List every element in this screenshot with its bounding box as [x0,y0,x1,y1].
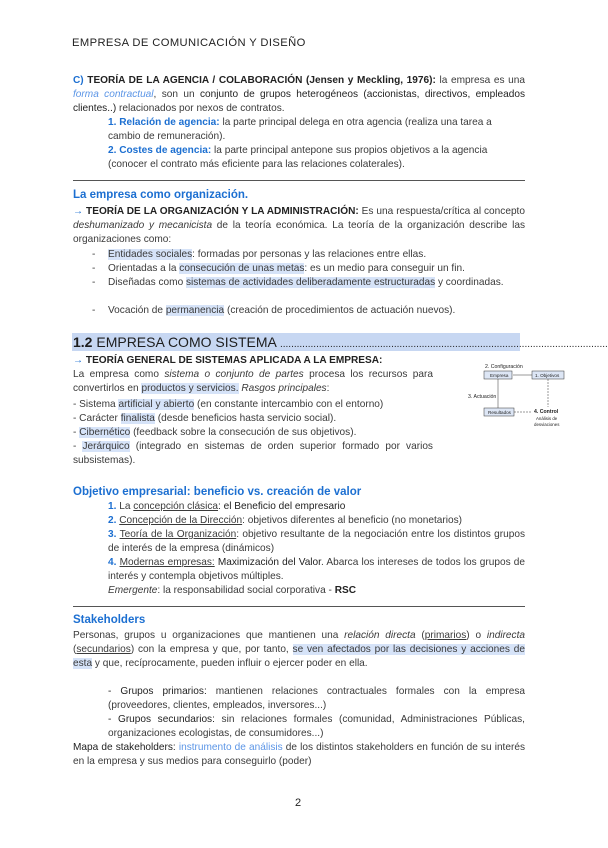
text: Diseñadas como [108,277,184,288]
text: Emergente [108,585,158,596]
text: y que, recíprocamente, pueden influir o ejercer poder en ella. [94,658,368,669]
diagram-label-analisis: Análisis de [536,416,558,421]
objective-item-1 [108,500,525,514]
agency-letter: C) [73,75,84,86]
item-label: 1. Relación de agencia: [108,117,220,128]
page-header: EMPRESA DE COMUNICACIÓN Y DISEÑO [72,37,306,49]
diagram-label-empresa: Empresa [490,373,509,378]
system-trait-4 [73,440,433,468]
text: relacionados por nexos de contratos. [119,103,285,114]
org-theory: TEORÍA DE LA ORGANIZACIÓN Y LA ADMINISTRACIÓN: [86,206,359,217]
stakeholders-heading: Stakeholders [73,614,146,626]
stakeholders-primary [108,685,525,713]
text: Vocación de [108,305,163,316]
bullet-dash: - [92,277,96,288]
text: conjunto de grupos heterogéneos (accionistas, directivos, empleados clientes..) [73,89,525,114]
highlight: permanencia [165,305,225,316]
text: - Grupos primarios: [108,686,207,697]
text: ( [421,630,425,641]
bullet-dash: - [92,263,96,274]
org-heading: La empresa como organización. [73,189,249,201]
text: : objetivos diferentes al beneficio (no monetarios) [242,515,463,526]
system-paragraph [73,368,433,396]
text: , son un [153,89,195,100]
section-title: EMPRESA COMO SISTEMA [96,334,277,350]
bullet-dash: - [92,305,96,316]
text: indirecta [486,630,526,641]
text: - Grupos secundarios: [108,714,215,725]
stakeholders-secondary [108,713,525,741]
objective-heading: Objetivo empresarial: beneficio vs. creación de valor [73,486,362,498]
text: mantienen relaciones contractuales formales con la empresa (proveedores, clientes, empleados, inversores...) [108,686,525,711]
text: relación directa [344,630,416,641]
item-text: la parte principal antepone sus propios objetivos a la agencia (conocer el contrato más eficiente para las relaciones colaterales). [108,145,488,170]
text: Orientadas a la [108,263,177,274]
text: empresa es una [450,75,525,86]
text: : el Beneficio del empresario [218,501,346,512]
stakeholders-map [73,741,525,769]
highlight: Jerárquico [82,441,130,452]
text: - [73,441,77,452]
text: La empresa como [73,369,159,380]
highlight: Entidades sociales [108,249,193,260]
agency-item-1 [108,116,525,144]
highlight: se ven afectados por las decisiones y acciones de esta [73,644,525,669]
highlight: consecución de unas metas [179,263,305,274]
text: sin relaciones formales (comunidad, Administraciones Públicas, organizaciones ecologistas, de consumidores...) [108,714,525,739]
system-theory-line [73,354,473,368]
text: deshumanizado y mecanicista [73,220,213,231]
item-number: 2. [108,515,117,526]
text: (en constante intercambio con el entorno) [197,399,384,410]
agency-item-2 [108,144,525,172]
system-trait-3 [73,426,433,440]
text: RSC [334,585,356,596]
arrow-icon: → [73,206,84,217]
text: (desde beneficios hasta servicio social). [157,413,337,424]
section-heading [73,333,608,354]
objective-item-3 [108,528,525,556]
org-bullet-1 [92,248,525,262]
text: ) con la empresa y que, por tanto, [130,644,289,655]
diagram-label-config: 2. Configuración [485,364,523,370]
text: (creación de procedimientos de actuación nuevos). [226,305,456,316]
page-number: 2 [295,797,302,809]
org-bullet-3 [92,276,525,304]
system-theory: TEORÍA GENERAL DE SISTEMAS APLICADA A LA EMPRESA: [85,355,383,366]
text: . Abarca los intereses de todos los grupos de interés y contempla objetivos múltiples. [108,557,526,582]
dot-leader: ...................................................................................................................... [279,339,608,350]
highlight: finalista [120,413,155,424]
item-number: 4. [108,557,117,568]
item-text: la parte principal delega en otra agencia (realiza una tarea a cambio de remuneración). [108,117,492,142]
diagram-label-resultados: Resultados [488,410,511,415]
item-label: 2. Costes de agencia: [108,145,212,156]
text: y coordinadas. [437,277,504,288]
text: - Sistema [73,399,116,410]
underlined-text: primarios [424,630,467,641]
system-trait-2 [73,412,433,426]
text: Maximización del Valor [217,557,321,568]
divider [73,180,525,181]
objective-item-4 [108,556,525,584]
text: forma contractual [73,89,154,100]
text: - [73,427,77,438]
text: : [326,383,330,394]
diagram-label-actuacion: 3. Actuación [468,394,497,400]
text: Personas, grupos u organizaciones que mantienen una [73,630,339,641]
org-paragraph [73,205,525,247]
text: : formadas por personas y las relaciones entre ellas. [192,249,427,260]
objective-item-2 [108,514,525,528]
agency-title: TEORÍA DE LA AGENCIA / COLABORACIÓN (Jensen y Meckling, 1976): [87,75,436,86]
text: - Carácter [73,413,118,424]
text: instrumento de análisis [178,742,283,753]
diagram-label-control: 4. Control [534,409,559,415]
text: procesa los recursos para convertirlos en [73,369,433,394]
org-bullet-4 [92,304,525,318]
org-bullet-2 [92,262,525,276]
divider [73,606,525,607]
text: Mapa de stakeholders: [73,742,176,753]
text: ( [73,644,77,655]
text: La [119,501,131,512]
text: sistema o conjunto de partes [164,369,304,380]
text: (feedback sobre la consecución de sus objetivos). [133,427,357,438]
underlined-text: Modernas empresas: [119,557,215,568]
text: de la teoría económica. La teoría de la organización describe las organizaciones como: [73,220,525,245]
underlined-text: secundarios [76,644,131,655]
text: Rasgos principales [241,383,327,394]
underlined-text: concepción clásica [133,501,219,512]
diagram-label-objetivos: 1. Objetivos [535,373,560,378]
underlined-text: Teoría de la Organización [119,529,237,540]
objective-emergent [108,584,525,598]
diagram-label-desviaciones: desviaciones [534,422,560,427]
item-number: 1. [108,501,117,512]
highlight: Cibernético [79,427,131,438]
highlight: sistemas de actividades deliberadamente estructuradas [186,277,436,288]
text: (integrado en sistemas de orden superior formado por varios subsistemas). [73,441,433,466]
text: la [439,75,448,86]
system-diagram [466,361,566,435]
arrow-icon: → [73,355,84,366]
text: : la responsabilidad social corporativa - [157,585,332,596]
text: de los distintos stakeholders en función de su interés en la empresa y sus medios para conseguirlo (poder) [73,742,525,767]
system-trait-1 [73,398,433,412]
highlight: productos y servicios. [141,383,239,394]
underlined-text: Concepción de la Dirección [119,515,243,526]
item-number: 3. [108,529,117,540]
text: Es una respuesta/crítica al concepto [361,206,525,217]
section-number: 1.2 [73,334,93,350]
stakeholders-paragraph [73,629,525,671]
bullet-dash: - [92,249,96,260]
agency-paragraph [73,74,525,116]
text: : objetivo resultante de la negociación entre los distintos grupos de interés de la empresa (dinámicos) [108,529,526,554]
text: ) o [466,630,482,641]
highlight: artificial y abierto [118,399,195,410]
text: : es un medio para conseguir un fin. [304,263,465,274]
